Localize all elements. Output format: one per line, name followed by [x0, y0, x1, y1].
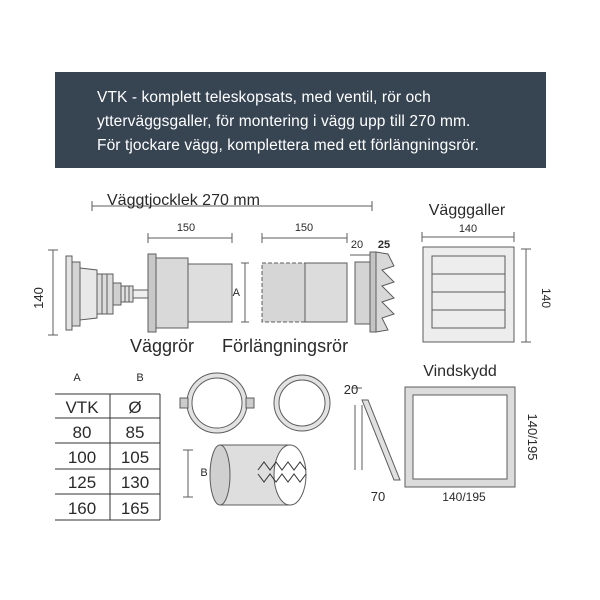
grille-title: Vägggaller: [428, 202, 506, 219]
windshield-depth-20-label: 20: [343, 382, 359, 397]
extension-pipe-label: Förlängningsrör: [222, 336, 349, 356]
windshield-side-view: [352, 388, 400, 480]
table-cell: 130: [120, 473, 150, 492]
table-header-diameter: Ø: [128, 398, 142, 417]
grille-depth-25-label: 25: [377, 239, 391, 251]
height-140-dimension: [48, 250, 58, 335]
table-header-vtk: VTK: [65, 398, 99, 417]
table-col-label-b: B: [136, 372, 144, 384]
windshield-depth-70-label: 70: [370, 489, 386, 504]
windshield-height-label: 140/195: [525, 413, 540, 461]
table-cell: 105: [120, 448, 150, 467]
table-cell: 100: [67, 448, 97, 467]
table-cell: 160: [67, 499, 97, 518]
wall-thickness-label: Väggtjocklek 270 mm: [107, 192, 260, 209]
pipe-ring-with-tabs: [180, 373, 254, 433]
table-cell: 85: [125, 423, 145, 442]
banner-line-1: VTK - komplett teleskopsats, med ventil, rör och: [97, 89, 431, 106]
table-cell: 165: [120, 499, 150, 518]
grille-side-view: [350, 252, 394, 332]
extension-pipe: [241, 233, 347, 322]
pipe-ring-plain: [274, 375, 330, 431]
wall-pipe: [148, 233, 232, 332]
banner-line-2: ytterväggsgaller, för montering i vägg upp till 270 mm.: [97, 113, 471, 130]
grille-width-label: 140: [458, 223, 478, 235]
wall-pipe-label: Väggrör: [130, 336, 195, 356]
table-cell: 125: [67, 473, 97, 492]
grille-height-label: 140: [539, 287, 553, 309]
grille-depth-20-label: 20: [350, 239, 364, 251]
table-col-label-a: A: [73, 372, 81, 384]
extension-pipe-length-label: 150: [294, 222, 314, 234]
banner-line-3: För tjockare vägg, komplettera med ett förlängningsrör.: [97, 137, 479, 154]
dimension-A-label: A: [232, 287, 240, 299]
windshield-title: Vindskydd: [423, 363, 497, 380]
wall-pipe-length-label: 150: [176, 222, 196, 234]
height-140-label: 140: [31, 287, 46, 309]
valve-part: [66, 256, 148, 330]
windshield-front-view: [405, 387, 515, 487]
windshield-width-label: 140/195: [442, 490, 486, 504]
grille-front-view: [422, 232, 531, 342]
dimension-B-label: B: [200, 467, 208, 479]
table-cell: 80: [72, 423, 92, 442]
